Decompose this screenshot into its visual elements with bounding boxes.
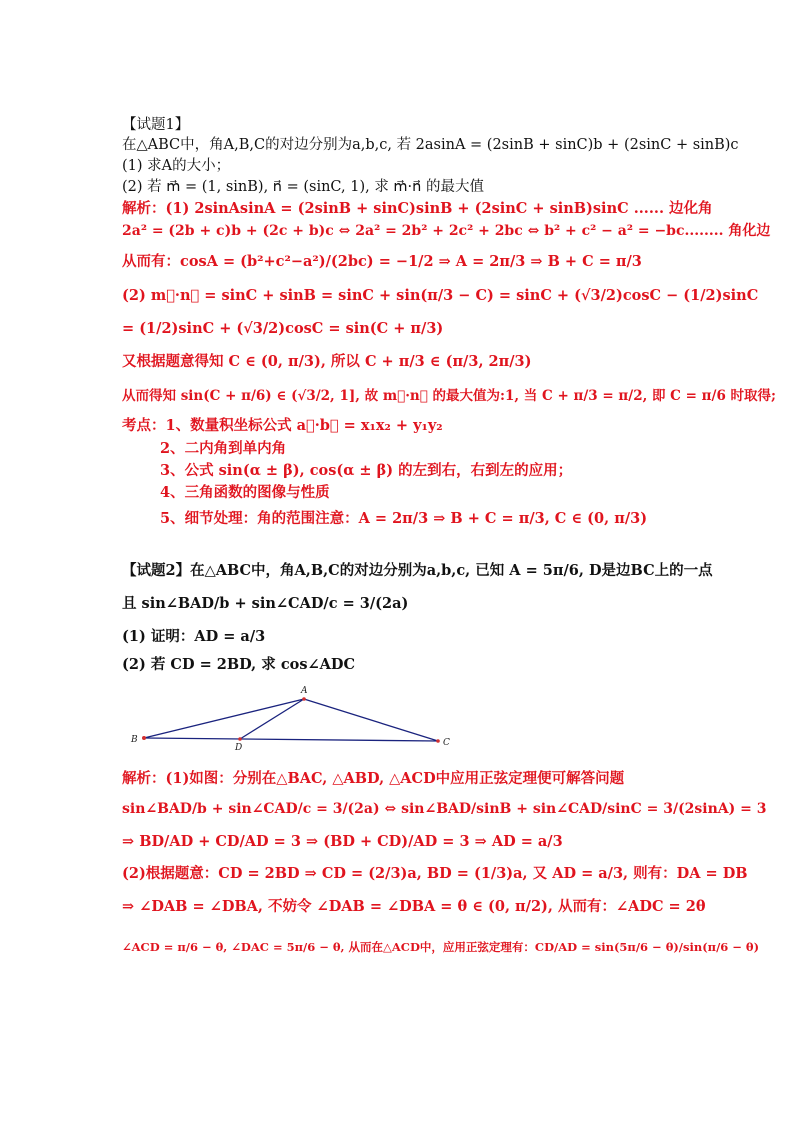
point-d	[238, 737, 242, 741]
problem2-solution-line5: ⇒ ∠DAB = ∠DBA, 不妨令 ∠DAB = ∠DBA = θ ∈ (0, π/2), 从而有：∠ADC = 2θ	[122, 898, 706, 915]
problem1-keypoint-3: 3、公式 sin(α ± β), cos(α ± β) 的左到右，右到左的应用；	[160, 462, 573, 479]
problem2-question2: (2) 若 CD = 2BD, 求 cos∠ADC	[122, 656, 355, 673]
point-c	[436, 739, 440, 743]
problem1-keypoint-2: 2、二内角到单内角	[160, 440, 287, 457]
problem1-keypoint-4: 4、三角函数的图像与性质	[160, 484, 330, 501]
problem2-solution-line3: ⇒ BD/AD + CD/AD = 3 ⇒ (BD + CD)/AD = 3 ⇒ AD = a/3	[122, 833, 563, 850]
problem1-keypoint-5: 5、细节处理：角的范围注意：A = 2π/3 ⇒ B + C = π/3, C ∈ (0, π/3)	[160, 510, 648, 527]
triangle-figure	[122, 683, 462, 753]
problem1-statement: 在△ABC中，角A,B,C的对边分别为a,b,c, 若 2asinA = (2sinB + sinC)b + (2sinC + sinB)c	[122, 137, 739, 153]
problem2-solution-line1: 解析：(1)如图：分别在△BAC, △ABD, △ACD中应用正弦定理便可解答问题	[122, 770, 625, 787]
triangle-diagram	[122, 683, 462, 753]
problem1-solution-line5: = (1/2)sinC + (√3/2)cosC = sin(C + π/3)	[122, 320, 444, 337]
problem1-question1: (1) 求A的大小；	[122, 158, 231, 174]
problem1-question2: (2) 若 m⃗ = (1, sinB), n⃗ = (sinC, 1), 求 m⃗·n⃗ 的最大值	[122, 179, 484, 195]
problem2-solution-line4: (2)根据题意：CD = 2BD ⇒ CD = (2/3)a, BD = (1/3)a, 又 AD = a/3, 则有：DA = DB	[122, 865, 748, 882]
label-c: C	[443, 738, 450, 748]
label-d: D	[235, 743, 243, 753]
point-b	[142, 736, 146, 740]
problem2-question1: (1) 证明：AD = a/3	[122, 628, 266, 645]
point-a	[302, 697, 306, 701]
problem1-solution-line1: 解析：(1) 2sinAsinA = (2sinB + sinC)sinB + (2sinC + sinB)sinC ...... 边化角	[122, 200, 713, 217]
problem2-header	[122, 562, 713, 580]
segment-ba	[144, 699, 304, 738]
problem1-solution-line2: 2a² = (2b + c)b + (2c + b)c ⇔ 2a² = 2b² + 2c² + 2bc ⇔ b² + c² − a² = −bc........ 角化边	[122, 223, 771, 239]
problem2-condition: 且 sin∠BAD/b + sin∠CAD/c = 3/(2a)	[122, 595, 409, 612]
problem1-solution-line7: 从而得知 sin(C + π/6) ∈ (√3/2, 1], 故 m⃗·n⃗ 的最大值为:1, 当 C + π/3 = π/2, 即 C = π/6 时取得;	[122, 388, 777, 404]
segment-bc	[144, 738, 438, 741]
problem2-statement: 在△ABC中，角A,B,C的对边分别为a,b,c, 已知 A = 5π/6, D是边BC上的一点	[190, 562, 713, 579]
problem1-title: 【试题1】	[122, 117, 190, 133]
label-a: A	[301, 686, 308, 696]
problem1-solution-line4: (2) m⃗·n⃗ = sinC + sinB = sinC + sin(π/3 − C) = sinC + (√3/2)cosC − (1/2)sinC	[122, 287, 759, 304]
problem1-keypoint-1: 考点：1、数量积坐标公式 a⃗·b⃗ = x₁x₂ + y₁y₂	[122, 417, 443, 434]
problem1-solution-line6: 又根据题意得知 C ∈ (0, π/3), 所以 C + π/3 ∈ (π/3, 2π/3)	[122, 353, 532, 370]
problem2-solution-line6: ∠ACD = π/6 − θ, ∠DAC = 5π/6 − θ, 从而在△ACD中，应用正弦定理有：CD/AD = sin(5π/6 − θ)/sin(π/6 − θ)	[122, 940, 760, 954]
segment-ad	[240, 699, 304, 739]
problem1-solution-line3: 从而有：cosA = (b²+c²−a²)/(2bc) = −1/2 ⇒ A = 2π/3 ⇒ B + C = π/3	[122, 253, 642, 270]
segment-ac	[304, 699, 438, 741]
label-b: B	[131, 735, 138, 745]
problem2-title: 【试题2】	[122, 562, 191, 579]
problem2-solution-line2: sin∠BAD/b + sin∠CAD/c = 3/(2a) ⇔ sin∠BAD/sinB + sin∠CAD/sinC = 3/(2sinA) = 3	[122, 801, 767, 817]
